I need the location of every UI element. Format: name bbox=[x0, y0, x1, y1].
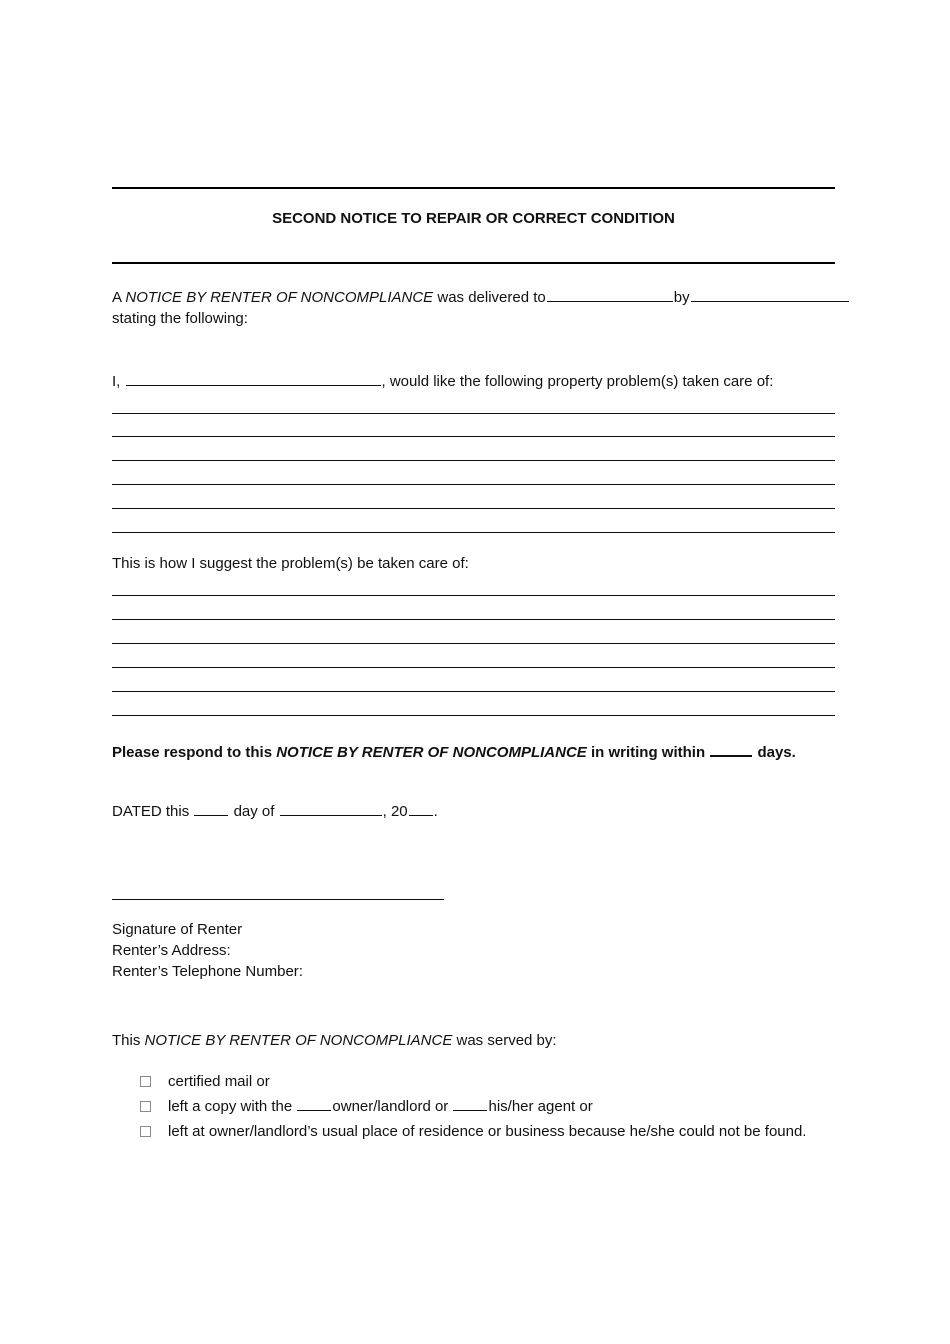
days-field[interactable] bbox=[710, 741, 752, 757]
signature-line[interactable] bbox=[112, 899, 444, 900]
respond-line bbox=[112, 741, 796, 763]
intro-line bbox=[112, 287, 850, 308]
dated-year-prefix: , 20 bbox=[382, 803, 408, 820]
respond-middle: in writing within bbox=[586, 744, 710, 761]
intro-continuation: stating the following: bbox=[112, 310, 248, 327]
respond-suffix: days. bbox=[753, 744, 796, 761]
renter-name-field[interactable] bbox=[126, 371, 381, 386]
top-rule bbox=[112, 187, 835, 189]
suggestion-line-2[interactable] bbox=[112, 619, 835, 620]
dated-line bbox=[112, 801, 438, 822]
problem-suffix: , would like the following property problem(s) taken care of: bbox=[381, 373, 774, 390]
suggestion-line-3[interactable] bbox=[112, 643, 835, 644]
served-suffix: was served by: bbox=[452, 1032, 557, 1049]
respond-notice-name: NOTICE BY RENTER OF NONCOMPLIANCE bbox=[276, 744, 587, 761]
suggestion-label: This is how I suggest the problem(s) be taken care of: bbox=[112, 555, 469, 572]
owner-landlord-field[interactable] bbox=[297, 1096, 331, 1111]
left-copy-checkbox[interactable] bbox=[140, 1101, 151, 1112]
day-field[interactable] bbox=[194, 801, 228, 816]
served-prefix: This bbox=[112, 1032, 145, 1049]
dated-end: . bbox=[433, 803, 438, 820]
title-bottom-rule bbox=[112, 262, 835, 264]
left-copy-agent: his/her agent or bbox=[488, 1098, 593, 1115]
dated-prefix: DATED this bbox=[112, 803, 194, 820]
problem-line-5[interactable] bbox=[112, 508, 835, 509]
intro-by: by bbox=[673, 289, 690, 306]
problem-line-3[interactable] bbox=[112, 460, 835, 461]
intro-notice-name: NOTICE BY RENTER OF NONCOMPLIANCE bbox=[125, 289, 434, 306]
problem-line-4[interactable] bbox=[112, 484, 835, 485]
suggestion-line-1[interactable] bbox=[112, 595, 835, 596]
renter-address-label: Renter’s Address: bbox=[112, 942, 231, 959]
respond-prefix: Please respond to this bbox=[112, 744, 277, 761]
problem-line bbox=[112, 371, 773, 392]
left-at-residence-checkbox[interactable] bbox=[140, 1126, 151, 1137]
suggestion-line-4[interactable] bbox=[112, 667, 835, 668]
problem-line-2[interactable] bbox=[112, 436, 835, 437]
problem-prefix: I, bbox=[112, 373, 125, 390]
served-notice-name: NOTICE BY RENTER OF NONCOMPLIANCE bbox=[144, 1032, 453, 1049]
month-field[interactable] bbox=[280, 801, 382, 816]
certified-mail-checkbox[interactable] bbox=[140, 1076, 151, 1087]
page-title: SECOND NOTICE TO REPAIR OR CORRECT CONDITION bbox=[272, 210, 675, 227]
left-copy-line bbox=[168, 1096, 593, 1117]
certified-mail-label: certified mail or bbox=[168, 1073, 270, 1090]
renter-telephone-label: Renter’s Telephone Number: bbox=[112, 963, 303, 980]
year-field[interactable] bbox=[409, 801, 433, 816]
left-at-residence-label: left at owner/landlord’s usual place of residence or business because he/she could not be found. bbox=[168, 1123, 807, 1140]
signature-label: Signature of Renter bbox=[112, 921, 243, 938]
problem-line-1[interactable] bbox=[112, 413, 835, 414]
left-copy-prefix: left a copy with the bbox=[168, 1098, 297, 1115]
served-line bbox=[112, 1030, 557, 1051]
problem-line-6[interactable] bbox=[112, 532, 835, 533]
left-copy-owner: owner/landlord or bbox=[332, 1098, 453, 1115]
suggestion-line-6[interactable] bbox=[112, 715, 835, 716]
agent-field[interactable] bbox=[453, 1096, 487, 1111]
intro-delivered-to: was delivered to bbox=[433, 289, 546, 306]
suggestion-line-5[interactable] bbox=[112, 691, 835, 692]
dated-day-of: day of bbox=[229, 803, 279, 820]
delivered-by-field[interactable] bbox=[691, 287, 849, 302]
intro-prefix: A bbox=[112, 289, 126, 306]
delivered-to-field[interactable] bbox=[547, 287, 673, 302]
